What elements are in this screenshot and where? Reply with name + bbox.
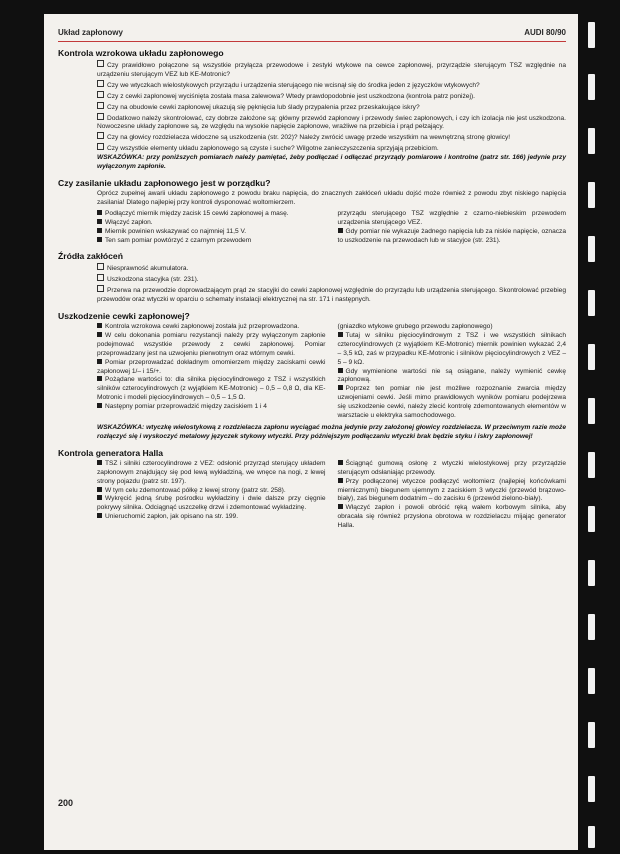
column-left: [97, 210, 326, 246]
checkbox-icon: [97, 132, 104, 139]
bullet-icon: [338, 478, 343, 483]
bullet-icon: [97, 376, 102, 381]
margin-registration-mark: [588, 776, 595, 802]
check-item: Czy z cewki zapłonowej wyciśnięta została masa zalewowa? Wtedy prawdopodobnie jest uszkodzona (kontrola patrz poniżej).: [97, 91, 566, 102]
checkbox-icon: [97, 91, 104, 98]
margin-registration-mark: [588, 506, 595, 532]
bullet-icon: [338, 504, 343, 509]
bullet-icon: [97, 513, 102, 518]
check-item: Czy prawidłowo połączone są wszystkie przyłącza przewodowe i zestyki wtykowe na cewce zapłonowej, przyrządzie sterującym TSZ względnie na urządzeniu sterującym VEZ lub KE-Motronic?: [97, 62, 566, 78]
margin-registration-mark: [588, 128, 595, 154]
header-rule: [58, 41, 566, 42]
margin-registration-mark: [588, 182, 595, 208]
checkbox-icon: [97, 80, 104, 87]
bullet-icon: [97, 403, 102, 408]
fault-item: Niesprawność akumulatora.: [97, 263, 566, 274]
section-title-coil: Uszkodzenie cewki zapłonowej?: [58, 311, 190, 322]
margin-registration-mark: [588, 236, 595, 262]
margin-registration-mark: [588, 74, 595, 100]
checkbox-icon: [97, 113, 104, 120]
bullet-icon: [338, 385, 343, 390]
column-right: [338, 323, 567, 421]
coil-columns: [58, 323, 566, 421]
bullet-icon: [97, 487, 102, 492]
bullet-icon: [97, 332, 102, 337]
bullet-icon: [97, 460, 102, 465]
hall-columns: [58, 460, 566, 531]
bullet-icon: [338, 228, 343, 233]
margin-registration-mark: [588, 22, 595, 48]
step-item: Gdy pomiar nie wykazuje żadnego napięcia lub za niskie napięcie, oznacza to uszkodzenie na przewodach lub w stacyjce (str. 231).: [337, 227, 566, 244]
margin-registration-mark: [588, 722, 595, 748]
checkbox-icon: [97, 263, 104, 270]
step-item: (gniazdko wtykowe grubego przewodu zapłonowego): [337, 323, 493, 331]
margin-registration-mark: [588, 452, 595, 478]
margin-registration-mark: [588, 668, 595, 694]
step-item: Podłączyć miernik między zacisk 15 cewki zapłonowej a masę.: [97, 210, 326, 219]
fault-sources-list: [58, 263, 566, 305]
bullet-icon: [97, 237, 102, 242]
bullet-icon: [97, 495, 102, 500]
step-item: Kontrola wzrokowa cewki zapłonowej została już przeprowadzona.: [97, 323, 326, 332]
margin-registration-mark: [588, 560, 595, 586]
check-item: Czy na obudowie cewki zapłonowej ukazują się pęknięcia lub ślady przypalenia przez przeskakujące iskry?: [97, 102, 566, 113]
margin-registration-mark: [588, 614, 595, 640]
page-content: [58, 28, 566, 531]
step-item: W tym celu zdemontować półkę z lewej strony (patrz str. 258).: [97, 487, 326, 496]
step-item: Przy podłączonej wtyczce podłączyć woltomierz (najlepiej końcówkami miernicznymi) biegunem ujemnym z zaciskiem 3 wtyczki (przewód brązowo-biały), zaś biegunem dodatnim – do zacisku 6 (przewód zielono-biały).: [337, 477, 566, 503]
column-right: [338, 210, 567, 246]
step-item: Następny pomiar przeprowadzić między zaciskiem 1 i 4: [97, 403, 326, 412]
step-item: Gdy wymienione wartości nie są osiągane, należy wymienić cewkę zapłonową.: [337, 367, 566, 384]
bullet-icon: [97, 228, 102, 233]
page-number: 200: [58, 798, 74, 808]
bullet-icon: [97, 210, 102, 215]
bullet-icon: [97, 359, 102, 364]
checkbox-icon: [97, 102, 104, 109]
power-supply-intro: Oprócz zupełnej awarii układu zapłonowego z powodu braku napięcia, do znacznych zakłóceń układu dojść może również z powodu zbyt niskiego napięcia zasilania! Dlatego najlepiej przy kontroli dysponować woltomierzem.: [97, 189, 566, 206]
check-item: Czy wszystkie elementy układu zapłonowego są czyste i suche? Wilgotne zanieczyszczenia sprzyjają przebiciom.: [97, 143, 566, 154]
margin-registration-mark: [588, 826, 595, 848]
checkbox-icon: [97, 143, 104, 150]
bullet-icon: [338, 368, 343, 373]
step-item: Unieruchomić zapłon, jak opisano na str. 199.: [97, 513, 326, 522]
column-right: [338, 460, 567, 531]
column-left: [97, 323, 326, 421]
header-model: AUDI 80/90: [524, 28, 566, 37]
column-left: [97, 460, 326, 531]
running-header: [58, 28, 566, 37]
step-item: Wykręcić jedną śrubę pośrodku wykładziny i dwie dalsze przy cięgnie pokrywy silnika. Odciągnąć uszczelkę drzwi i zdemontować wykładzinę.: [97, 495, 326, 512]
section-title-hall-generator: Kontrola generatora Halla: [58, 447, 164, 458]
step-item: W celu dokonania pomiaru rezystancji należy przy wyłączonym zapłonie podejmować wszystkie przewody z cewki zapłonowej. Pomiar przeprowadzany jest na uzwojeniu pierwotnym oraz wtórnym cewki.: [97, 331, 326, 357]
section-title-fault-sources: Źródła zakłóceń: [58, 251, 123, 262]
bullet-icon: [338, 460, 343, 465]
step-item: Poprzez ten pomiar nie jest możliwe rozpoznanie zwarcia między uzwojeniami cewki. Jeśli mimo prawidłowych wyników pomiaru podejrzewa się uszkodzenie cewki, należy zlecić kontrolę zdemontowanych elementów w warsztacie u elektryka samochodowego.: [337, 385, 566, 420]
step-item: Pożądane wartości to: dla silnika pięciocylindrowego z TSZ i wszystkich silników czterocylindrowych (z wyjątkiem KE-Motronic) – 0,5 – 0,8 Ω, dla KE-Motronic i modeli pięciocylindrowych – 0,5 – 1,5 Ω.: [97, 376, 326, 402]
check-item: Czy we wtyczkach wielostykowych przyrządu i urządzenia sterującego nie wcisnął się do środka jeden z języczków wtykowych?: [97, 80, 566, 91]
fault-item: Przerwa na przewodzie doprowadzającym prąd ze stacyjki do cewki zapłonowej względnie do przyrządu lub urządzenia sterującego. Skontrolować przebieg przewodów oraz wtyczki w oparciu o schematy instalacji elektrycznej na str. 171 i następnych.: [97, 287, 566, 304]
power-supply-columns: [58, 210, 566, 246]
bullet-icon: [338, 332, 343, 337]
step-item: Ten sam pomiar powtórzyć z czarnym przewodem: [97, 237, 326, 246]
checkbox-icon: [97, 285, 104, 292]
fault-item: Uszkodzona stacyjka (str. 231).: [97, 274, 566, 285]
section-title-power-supply: Czy zasilanie układu zapłonowego jest w porządku?: [58, 177, 271, 188]
bullet-icon: [97, 219, 102, 224]
step-item: Włączyć zapłon i powoli obrócić ręką wałem korbowym silnika, aby obracała się również przysłona obrotowa w rozdzielaczu mijając generator Halla.: [337, 504, 566, 530]
margin-registration-mark: [588, 290, 595, 316]
checkbox-icon: [97, 274, 104, 281]
step-item: Ściągnąć gumową osłonę z wtyczki wielostykowej przy przyrządzie sterującym odsłaniając przewody.: [337, 459, 566, 476]
step-item: Włączyć zapłon.: [97, 219, 326, 228]
step-item: Pomiar przeprowadzać dokładnym omomierzem między zaciskami cewki zapłonowej 1/– i 15/+.: [97, 358, 326, 375]
check-item: Dodatkowo należy skontrolować, czy dobrze założone są: główny przewód zapłonowy i przewody świec zapłonowych, i czy ich izolacja nie jest uszkodzona. Nowoczesne układy zapłonowe są, ze względu na wysokie napięcie zapłonowe, wrażliwe na przebicia i prąd pełzający.: [97, 114, 566, 131]
checkbox-icon: [97, 60, 104, 67]
step-item: Tutaj w silniku pięciocylindrowym z TSZ i we wszystkich silnikach czterocylindrowych (z wyjątkiem KE-Motronic) miernik powinien wykazać 2,4 – 3,5 kΩ, zaś w przypadku KE-Motronic i silników pięciocylindrowych z VEZ – 5 – 9 kΩ.: [337, 331, 566, 366]
section-title-visual-check: Kontrola wzrokowa układu zapłonowego: [58, 48, 224, 58]
warning-note-connector: WSKAZÓWKA: wtyczkę wielostykową z rozdzielacza zapłonu wyciągać można jedynie przy założonej głowicy rozdzielacza. W przeciwnym razie może rozłączyć się i wyskoczyć metalowy języczek stykowy wtyczki. Przy późniejszym podłączaniu wtyczki brak będzie styku i iskry zapłonowej!: [97, 424, 566, 440]
step-item: przyrządu sterującego TSZ względnie z czarno-niebieskim przewodem urządzenia sterującego VEZ.: [337, 209, 566, 226]
warning-note-measurements: WSKAZÓWKA: przy poniższych pomiarach należy pamiętać, żeby podłączać i odłączać przyrządy pomiarowe i kontrolne (patrz str. 166) jedynie przy wyłączonym zapłonie.: [97, 154, 566, 171]
header-chapter: Układ zapłonowy: [58, 28, 123, 37]
visual-check-list: [58, 60, 566, 154]
document-page: [44, 14, 578, 850]
margin-registration-mark: [588, 398, 595, 424]
margin-registration-mark: [588, 344, 595, 370]
check-item: Czy na głowicy rozdzielacza widoczne są uszkodzenia (str. 202)? Należy zwrócić uwagę przede wszystkim na wewnętrzną stronę głowicy!: [97, 132, 566, 143]
step-item: Miernik powinien wskazywać co najmniej 11,5 V.: [97, 228, 326, 237]
bullet-icon: [97, 323, 102, 328]
step-item: TSZ i silniki czterocylindrowe z VEZ: odsłonić przyrząd sterujący układem zapłonowym znajdujący się pod lewą wykładziną, we wnęce na nogi, z lewej strony pojazdu (patrz str. 197).: [97, 459, 326, 485]
